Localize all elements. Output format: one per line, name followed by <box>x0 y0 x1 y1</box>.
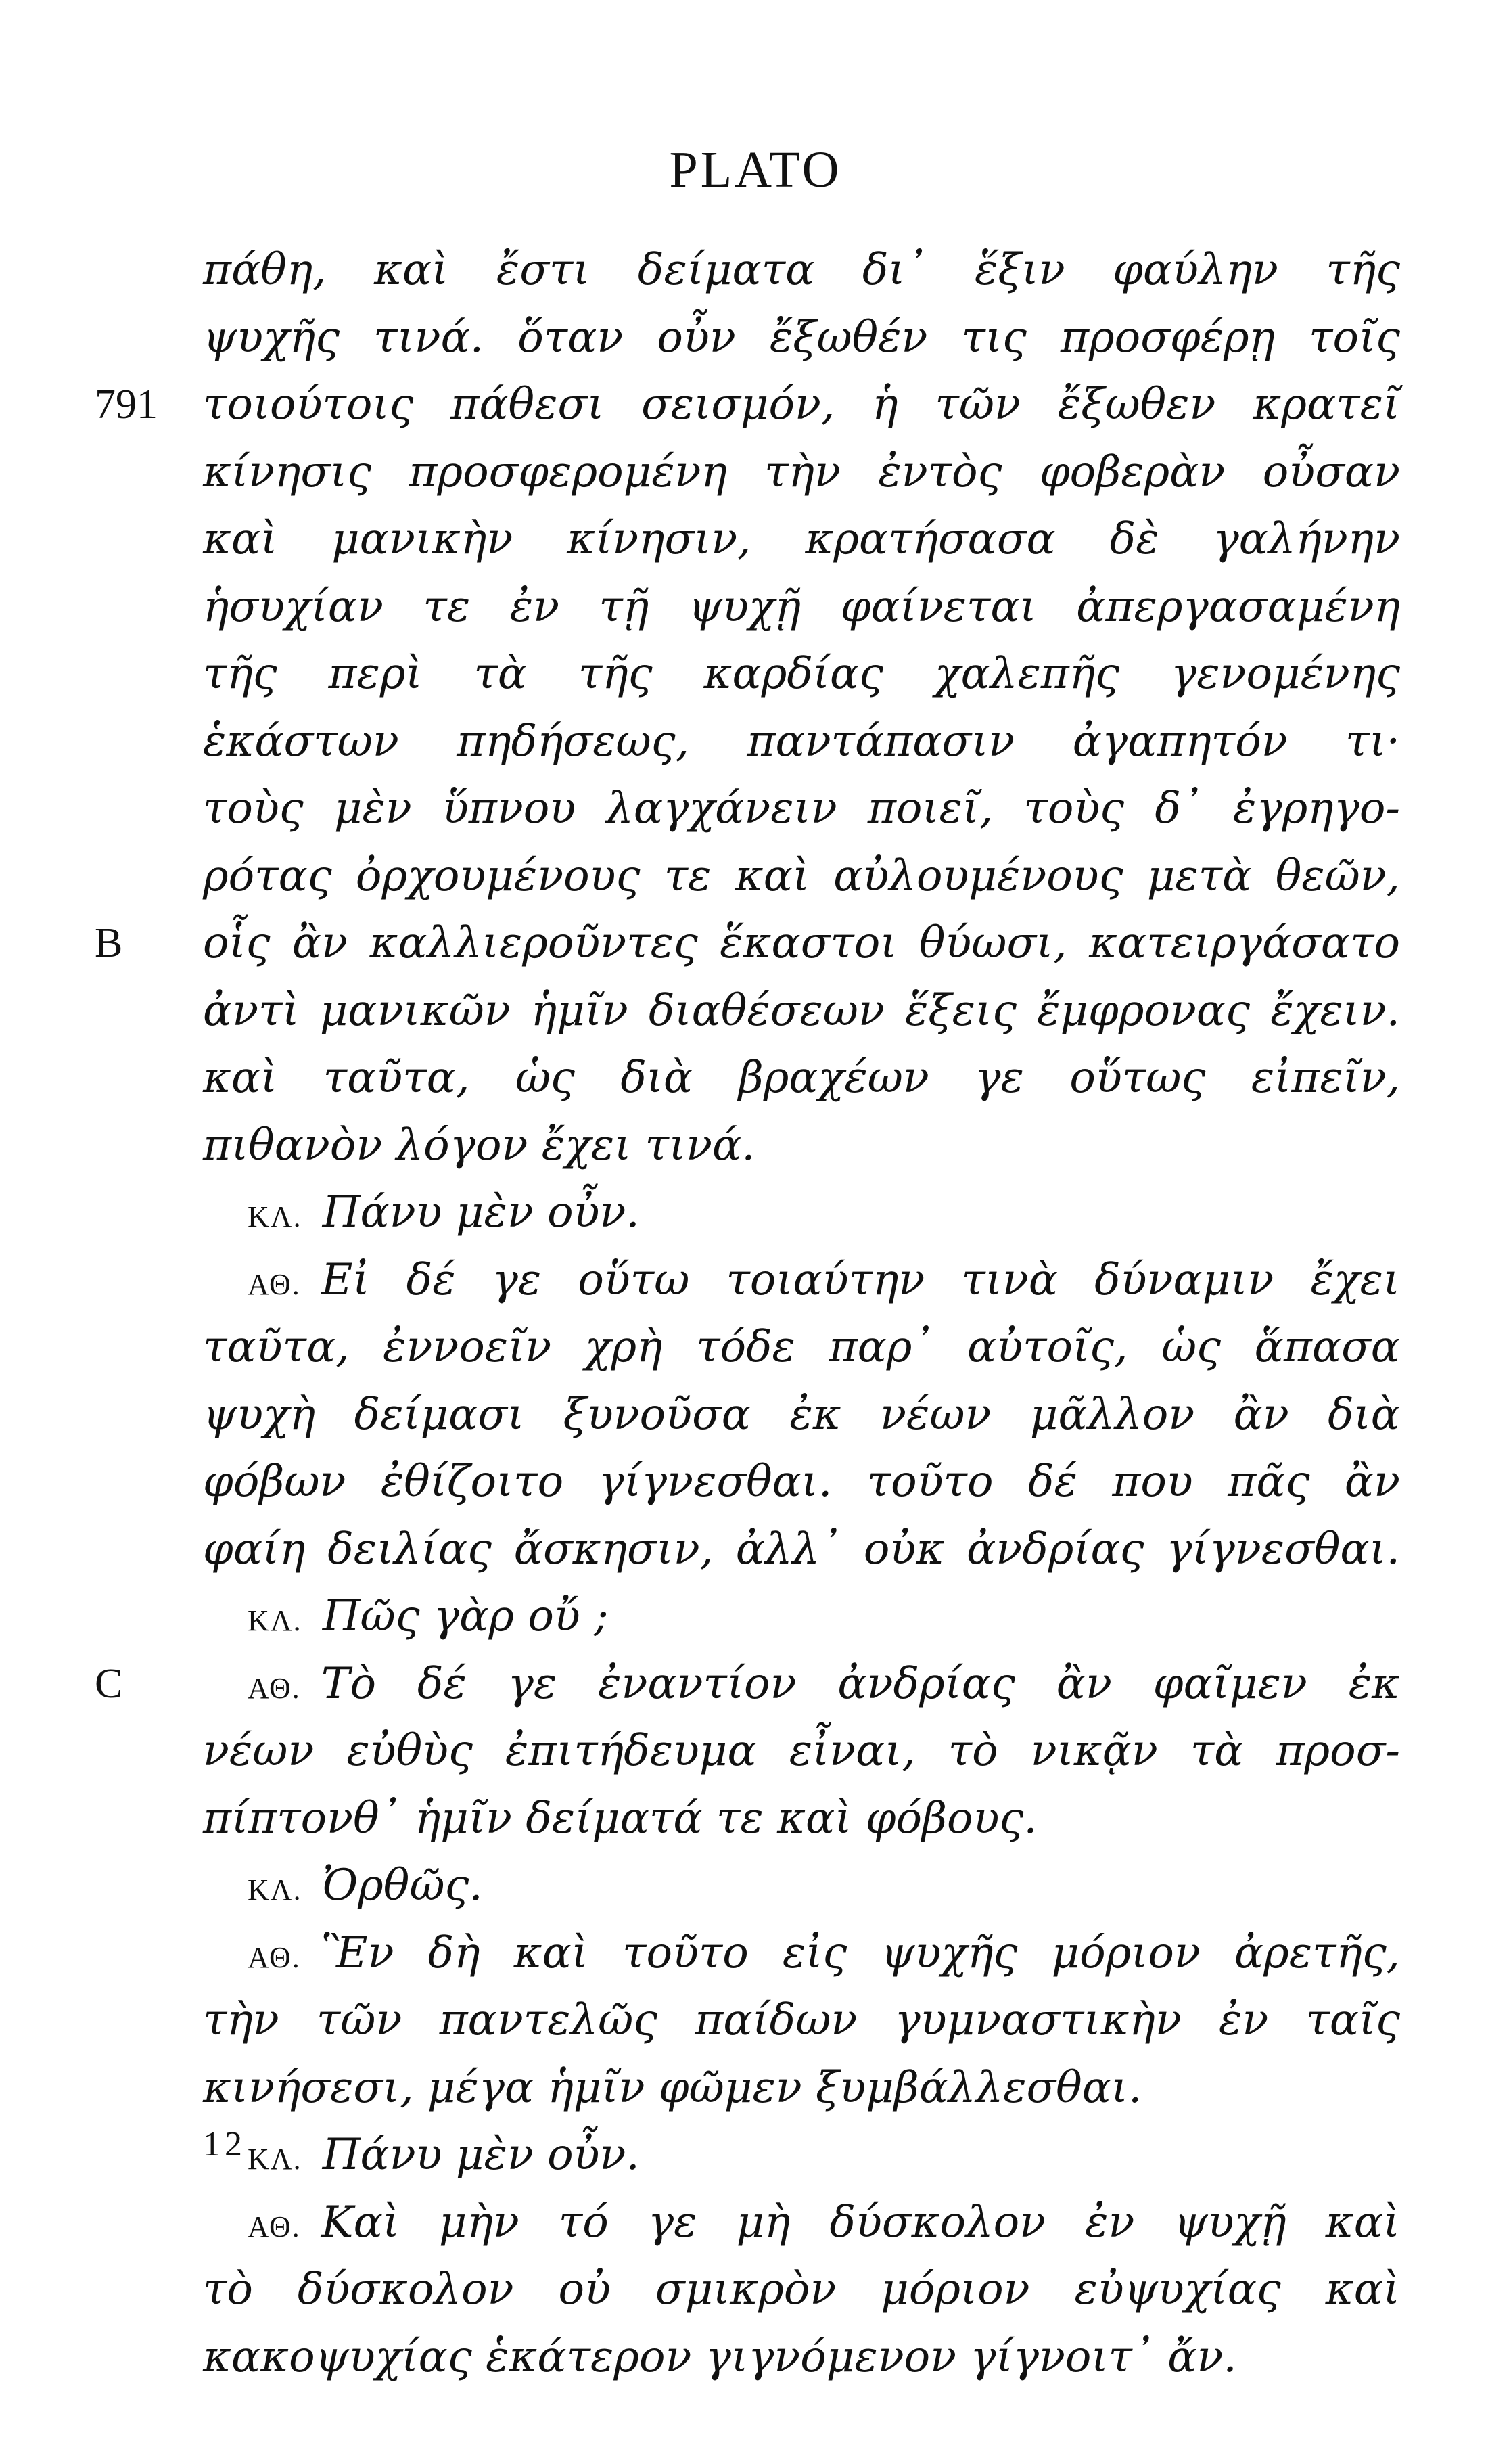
line-text: Εἰ δέ γε οὕτω τοιαύτην τινὰ δύναμιν ἔχει <box>321 1254 1400 1305</box>
line-text: ψυχῆς τινά. ὅταν οὖν ἔξωθέν τις προσφέρῃ τοῖς <box>203 312 1400 363</box>
line-text: πιθανὸν λόγον ἔχει τινά. <box>203 1120 756 1170</box>
line-text: τῆς περὶ τὰ τῆς καρδίας χαλεπῆς γενομένης <box>203 649 1400 699</box>
text-line <box>203 1448 1400 1516</box>
line-text: τοὺς μὲν ὕπνου λαγχάνειν ποιεῖ, τοὺς δ᾽ ἐγρηγο- <box>203 783 1400 834</box>
text-line <box>203 1382 1400 1449</box>
text-line <box>203 1314 1400 1382</box>
line-text: οἷς ἂν καλλιεροῦντες ἕκαστοι θύωσι, κατειργάσατο <box>203 918 1400 968</box>
margin-reference: C <box>95 1660 123 1707</box>
text-line <box>203 304 1400 372</box>
line-text: κακοψυχίας ἑκάτερον γιγνόμενον γίγνοιτ᾽ ἄν. <box>203 2331 1237 2382</box>
text-line <box>95 1651 1400 1718</box>
margin-reference: 791 <box>95 382 158 428</box>
text-line <box>203 1987 1400 2055</box>
text-line <box>203 2122 1400 2189</box>
line-text: νέων εὐθὺς ἐπιτήδευμα εἶναι, τὸ νικᾷν τὰ προσ- <box>203 1726 1400 1776</box>
text-line <box>203 439 1400 507</box>
text-line <box>203 1785 1400 1853</box>
text-line <box>203 1718 1400 1785</box>
greek-text-block <box>95 237 1400 2391</box>
text-line <box>203 574 1400 641</box>
line-text: ἀντὶ μανικῶν ἡμῖν διαθέσεων ἕξεις ἔμφρονας ἔχειν. <box>203 985 1400 1036</box>
line-text: κινήσεσι, μέγα ἡμῖν φῶμεν ξυμβάλλεσθαι. <box>203 2062 1142 2113</box>
text-line <box>203 506 1400 574</box>
speaker-label: ΑΘ. <box>248 1671 301 1705</box>
line-text: Καὶ μὴν τό γε μὴ δύσκολον ἐν ψυχῇ καὶ <box>321 2197 1400 2248</box>
text-line <box>203 708 1400 776</box>
line-text: Πῶς γὰρ οὔ ; <box>322 1591 609 1641</box>
text-line <box>203 237 1400 304</box>
line-text: ψυχὴ δείμασι ξυνοῦσα ἐκ νέων μᾶλλον ἂν διὰ <box>203 1389 1400 1440</box>
text-line <box>203 2055 1400 2122</box>
text-line <box>203 641 1400 708</box>
line-text: πίπτονθ᾽ ἡμῖν δείματά τε καὶ φόβους. <box>203 1793 1038 1844</box>
line-text: ρότας ὀρχουμένους τε καὶ αὐλουμένους μετὰ θεῶν, <box>203 850 1400 901</box>
line-text: Πάνυ μὲν οὖν. <box>322 2130 640 2180</box>
page-number: 12 <box>203 2125 246 2164</box>
line-text: τὴν τῶν παντελῶς παίδων γυμναστικὴν ἐν ταῖς <box>203 1995 1400 2045</box>
text-line <box>203 1247 1400 1315</box>
line-text: πάθη, καὶ ἔστι δείματα δι᾽ ἕξιν φαύλην τῆς <box>203 245 1400 295</box>
text-line <box>203 1583 1400 1651</box>
line-text: ἑκάστων πηδήσεως, παντάπασιν ἀγαπητόν τι· <box>203 716 1400 767</box>
line-text: καὶ ταῦτα, ὡς διὰ βραχέων γε οὕτως εἰπεῖν, <box>203 1053 1400 1103</box>
speaker-label: ΚΛ. <box>248 1200 302 1233</box>
text-line <box>203 1179 1400 1247</box>
speaker-label: ΚΛ. <box>248 1873 302 1907</box>
text-line <box>203 2324 1400 2392</box>
text-line <box>203 1516 1400 1584</box>
speaker-label: ΑΘ. <box>248 1940 301 1974</box>
text-line <box>203 1112 1400 1180</box>
running-head: PLATO <box>669 141 842 198</box>
text-line <box>203 1045 1400 1112</box>
line-text: φόβων ἐθίζοιτο γίγνεσθαι. τοῦτο δέ που πᾶς ἂν <box>203 1457 1400 1507</box>
text-line <box>203 843 1400 911</box>
line-text: Πάνυ μὲν οὖν. <box>322 1187 640 1237</box>
line-text: καὶ μανικὴν κίνησιν, κρατήσασα δὲ γαλήνην <box>203 514 1400 564</box>
text-line <box>95 910 1400 978</box>
line-text: τὸ δύσκολον οὐ σμικρὸν μόριον εὐψυχίας καὶ <box>203 2264 1400 2314</box>
line-text: κίνησις προσφερομένη τὴν ἐντὸς φοβερὰν οὖσαν <box>203 447 1400 497</box>
text-line <box>203 1852 1400 1920</box>
speaker-label: ΑΘ. <box>248 2210 301 2243</box>
speaker-label: ΑΘ. <box>248 1267 301 1301</box>
text-line <box>203 775 1400 843</box>
speaker-label: ΚΛ. <box>248 2143 302 2176</box>
line-text: Τὸ δέ γε ἐναντίον ἀνδρίας ἂν φαῖμεν ἐκ <box>321 1658 1400 1709</box>
text-line <box>203 978 1400 1045</box>
text-line <box>203 2256 1400 2324</box>
text-line <box>203 2189 1400 2257</box>
margin-reference: B <box>95 920 123 966</box>
line-text: Ὀρθῶς. <box>322 1861 483 1911</box>
line-text: ἡσυχίαν τε ἐν τῇ ψυχῇ φαίνεται ἀπεργασαμένη <box>203 581 1400 632</box>
line-text: φαίη δειλίας ἄσκησιν, ἀλλ᾽ οὐκ ἀνδρίας γίγνεσθαι. <box>203 1524 1400 1574</box>
line-text: τοιούτοις πάθεσι σεισμόν, ἡ τῶν ἔξωθεν κρατεῖ <box>203 380 1400 430</box>
line-text: ταῦτα, ἐννοεῖν χρὴ τόδε παρ᾽ αὐτοῖς, ὡς ἅπασα <box>203 1322 1400 1372</box>
text-line <box>203 1920 1400 1988</box>
speaker-label: ΚΛ. <box>248 1604 302 1637</box>
text-line <box>95 371 1400 439</box>
line-text: Ἓν δὴ καὶ τοῦτο εἰς ψυχῆς μόριον ἀρετῆς, <box>321 1927 1400 1978</box>
